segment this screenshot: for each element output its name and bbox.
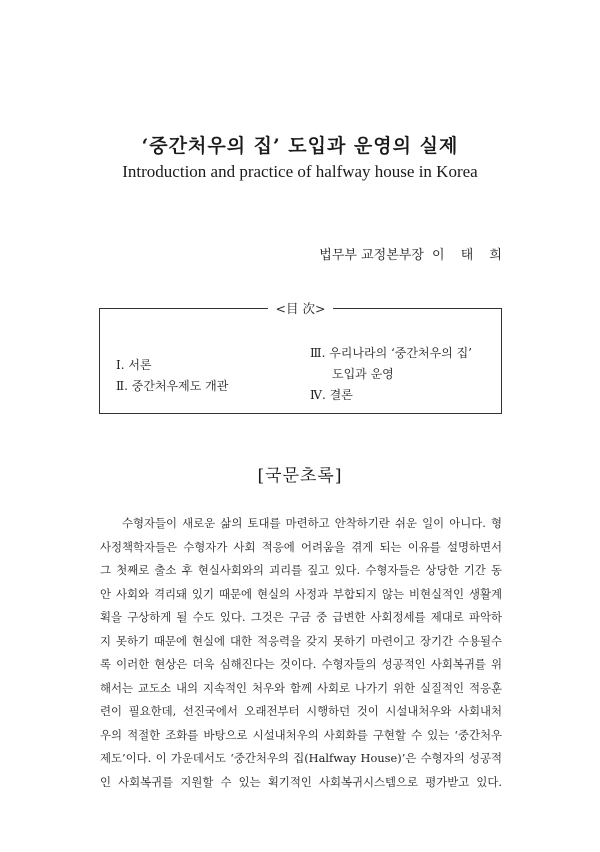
abstract-line: 안 사회와 격리돼 있기 때문에 현실의 사정과 부합되지 않는 비현실적인 생활계 bbox=[100, 586, 502, 601]
abstract-line: 제도’이다. 이 가운데서도 ‘중간처우의 집(Halfway House)’은 수형자의 성공적 bbox=[100, 751, 502, 765]
abstract-line: 사정책학자들은 수형자가 사회 적응에 어려움을 겪게 되는 이유를 설명하면서 bbox=[100, 539, 502, 554]
abstract-line: 련이 필요한데, 선진국에서 오래전부터 시행하던 것이 시설내처우와 사회내처 bbox=[100, 704, 502, 718]
toc-item-conclusion: Ⅳ. 결론 bbox=[310, 388, 353, 402]
abstract-body bbox=[100, 512, 502, 794]
toc-item-korea-halfway-house-cont: 도입과 운영 bbox=[332, 367, 394, 381]
toc-right-column bbox=[310, 343, 472, 406]
table-of-contents bbox=[99, 301, 502, 414]
toc-item-korea-halfway-house: Ⅲ. 우리나라의 ‘중간처우의 집’ bbox=[310, 346, 472, 360]
title-english: Introduction and practice of halfway house in Korea bbox=[122, 162, 478, 181]
toc-item-overview: Ⅱ. 중간처우제도 개관 bbox=[116, 379, 229, 393]
abstract-heading: [국문초록] bbox=[257, 466, 343, 486]
toc-heading: <目 次> bbox=[268, 299, 334, 317]
abstract-line: 우의 적절한 조화를 바탕으로 시설내처우의 사회화를 구현할 수 있는 ‘중간처우 bbox=[100, 727, 502, 742]
abstract-line: 인 사회복귀를 지원할 수 있는 획기적인 사회복귀시스템으로 평가받고 있다. bbox=[100, 774, 502, 789]
toc-item-introduction: Ⅰ. 서론 bbox=[116, 358, 152, 372]
toc-left-column bbox=[116, 355, 228, 397]
author-name: 이 태 희 bbox=[432, 248, 508, 263]
abstract-line: 그 첫째로 출소 후 현실사회와의 괴리를 짚고 있다. 수형자들은 상당한 기간 동 bbox=[100, 563, 502, 577]
title-korean: ‘중간처우의 집’ 도입과 운영의 실제 bbox=[141, 135, 459, 157]
author-affiliation: 법무부 교정본부장 bbox=[319, 248, 424, 263]
abstract-line: 해서는 교도소 내의 지속적인 처우와 함께 사회로 나가기 위한 실질적인 적응훈 bbox=[100, 680, 502, 695]
abstract-line: 지 못하기 때문에 현실에 대한 적응력을 갖지 못하기 마련이고 장기간 수용될수 bbox=[100, 633, 502, 648]
abstract-line: 수형자들이 새로운 삶의 토대를 마련하고 안착하기란 쉬운 일이 아니다. 형 bbox=[122, 516, 502, 530]
abstract-line: 록 이러한 현상은 더욱 심해진다는 것이다. 수형자들의 성공적인 사회복귀를 위 bbox=[100, 657, 502, 671]
author-line bbox=[319, 244, 508, 263]
abstract-line: 획을 구상하게 될 수도 있다. 그것은 구금 중 급변한 사회정세를 제대로 파악하 bbox=[100, 610, 502, 624]
